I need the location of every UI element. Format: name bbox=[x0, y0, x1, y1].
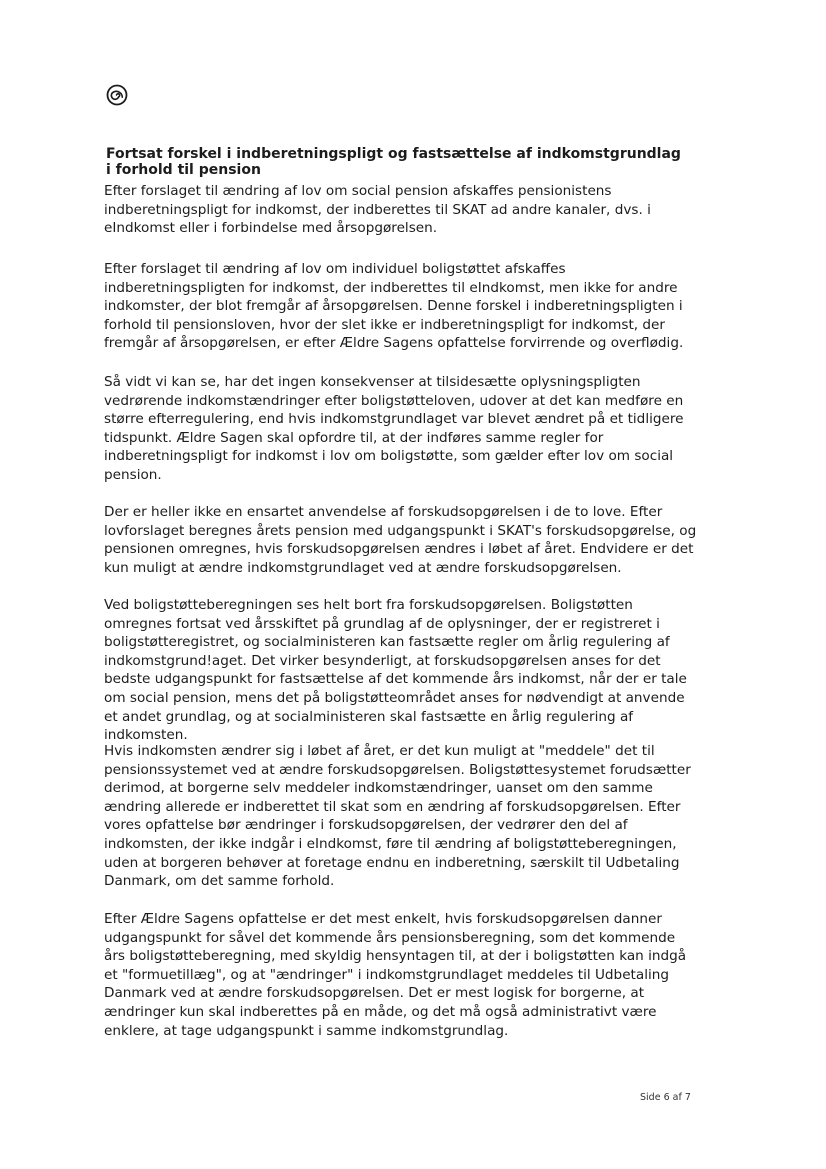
spiral-logo-icon bbox=[106, 84, 128, 106]
body-paragraph: Hvis indkomsten ændrer sig i løbet af året, er det kun muligt at "meddele" det til pensionssystemet ved at ændre forskudsopgørelsen. Boligstøttesystemet forudsætter derimod, at borgerne selv meddeler indkomstændringer, uanset om den samme ændring allerede er indberettet til skat som en ændring af forskudsopgørelsen. Efter vores opfattelse bør ændringer i forskudsopgørelsen, der vedrører den del af indkomsten, der ikke indgår i eIndkomst, føre til ændring af boligstøtteberegningen, uden at borgeren behøver at foretage endnu en indberetning, særskilt til Udbetaling Danmark, om det samme forhold. bbox=[104, 743, 691, 890]
body-paragraph: Efter Ældre Sagens opfattelse er det mest enkelt, hvis forskudsopgørelsen danner udgangspunkt for såvel det kommende års pensionsberegning, som det kommende års boligstøtteberegning, med skyldig hensyntagen til, at der i boligstøtten kan indgå et "formuetillæg", og at "ændringer" i indkomstgrundlaget meddeles til Udbetaling Danmark ved at ændre forskudsopgørelsen. Det er mest logisk for borgerne, at ændringer kun skal indberettes på en måde, og det må også administrativt være enklere, at tage udgangspunkt i samme indkomstgrundlag. bbox=[104, 911, 687, 1039]
section-heading: Fortsat forskel i indberetningspligt og fastsættelse af indkomstgrundlag i forhold til pension bbox=[106, 146, 681, 178]
body-paragraph: Efter forslaget til ændring af lov om individuel boligstøttet afskaffes indberetningspligten for indkomst, der indberettes til eIndkomst, men ikke for andre indkomster, der blot fremgår af årsopgørelsen. Denne forskel i indberetningspligten i forhold til pensionsloven, hvor der slet ikke er indberetningspligt for indkomst, der fremgår af årsopgørelsen, er efter Ældre Sagens opfattelse forvirrende og overflødig. bbox=[104, 261, 684, 352]
body-paragraph: Efter forslaget til ændring af lov om social pension afskaffes pensionistens indberetningspligt for indkomst, der indberettes til SKAT ad andre kanaler, dvs. i eIndkomst eller i forbindelse med årsopgørelsen. bbox=[104, 183, 651, 237]
body-paragraph: Der er heller ikke en ensartet anvendelse af forskudsopgørelsen i de to love. Efter lovforslaget beregnes årets pension med udgangspunkt i SKAT's forskudsopgørelse, og pensionen omregnes, hvis forskudsopgørelsen ændres i løbet af året. Endvidere er det kun muligt at ændre indkomstgrundlaget ved at ændre forskudsopgørelsen. bbox=[104, 504, 697, 576]
body-paragraph: Så vidt vi kan se, har det ingen konsekvenser at tilsidesætte oplysningspligten vedrørende indkomstændringer efter boligstøtteloven, udover at det kan medføre en større efterregulering, end hvis indkomstgrundlaget var blevet ændret på et tidligere tidspunkt. Ældre Sagen skal opfordre til, at der indføres samme regler for indberetningspligt for indkomst i lov om boligstøtte, som gælder efter lov om social pension. bbox=[104, 374, 684, 483]
body-paragraph: Ved boligstøtteberegningen ses helt bort fra forskudsopgørelsen. Boligstøtten omregnes fortsat ved årsskiftet på grundlag af de oplysninger, der er registreret i boligstøtteregistret, og socialministeren kan fastsætte regler om årlig regulering af indkomstgrund!aget. Det virker besynderligt, at forskudsopgørelsen anses for det bedste udgangspunkt for fastsættelse af det kommende års indkomst, når der er tale om social pension, mens det på boligstøtteområdet anses for nødvendigt at anvende et andet grundlag, og at socialministeren skal fastsætte en årlig regulering af indkomsten. bbox=[104, 597, 687, 744]
page-number: Side 6 af 7 bbox=[640, 1092, 691, 1103]
